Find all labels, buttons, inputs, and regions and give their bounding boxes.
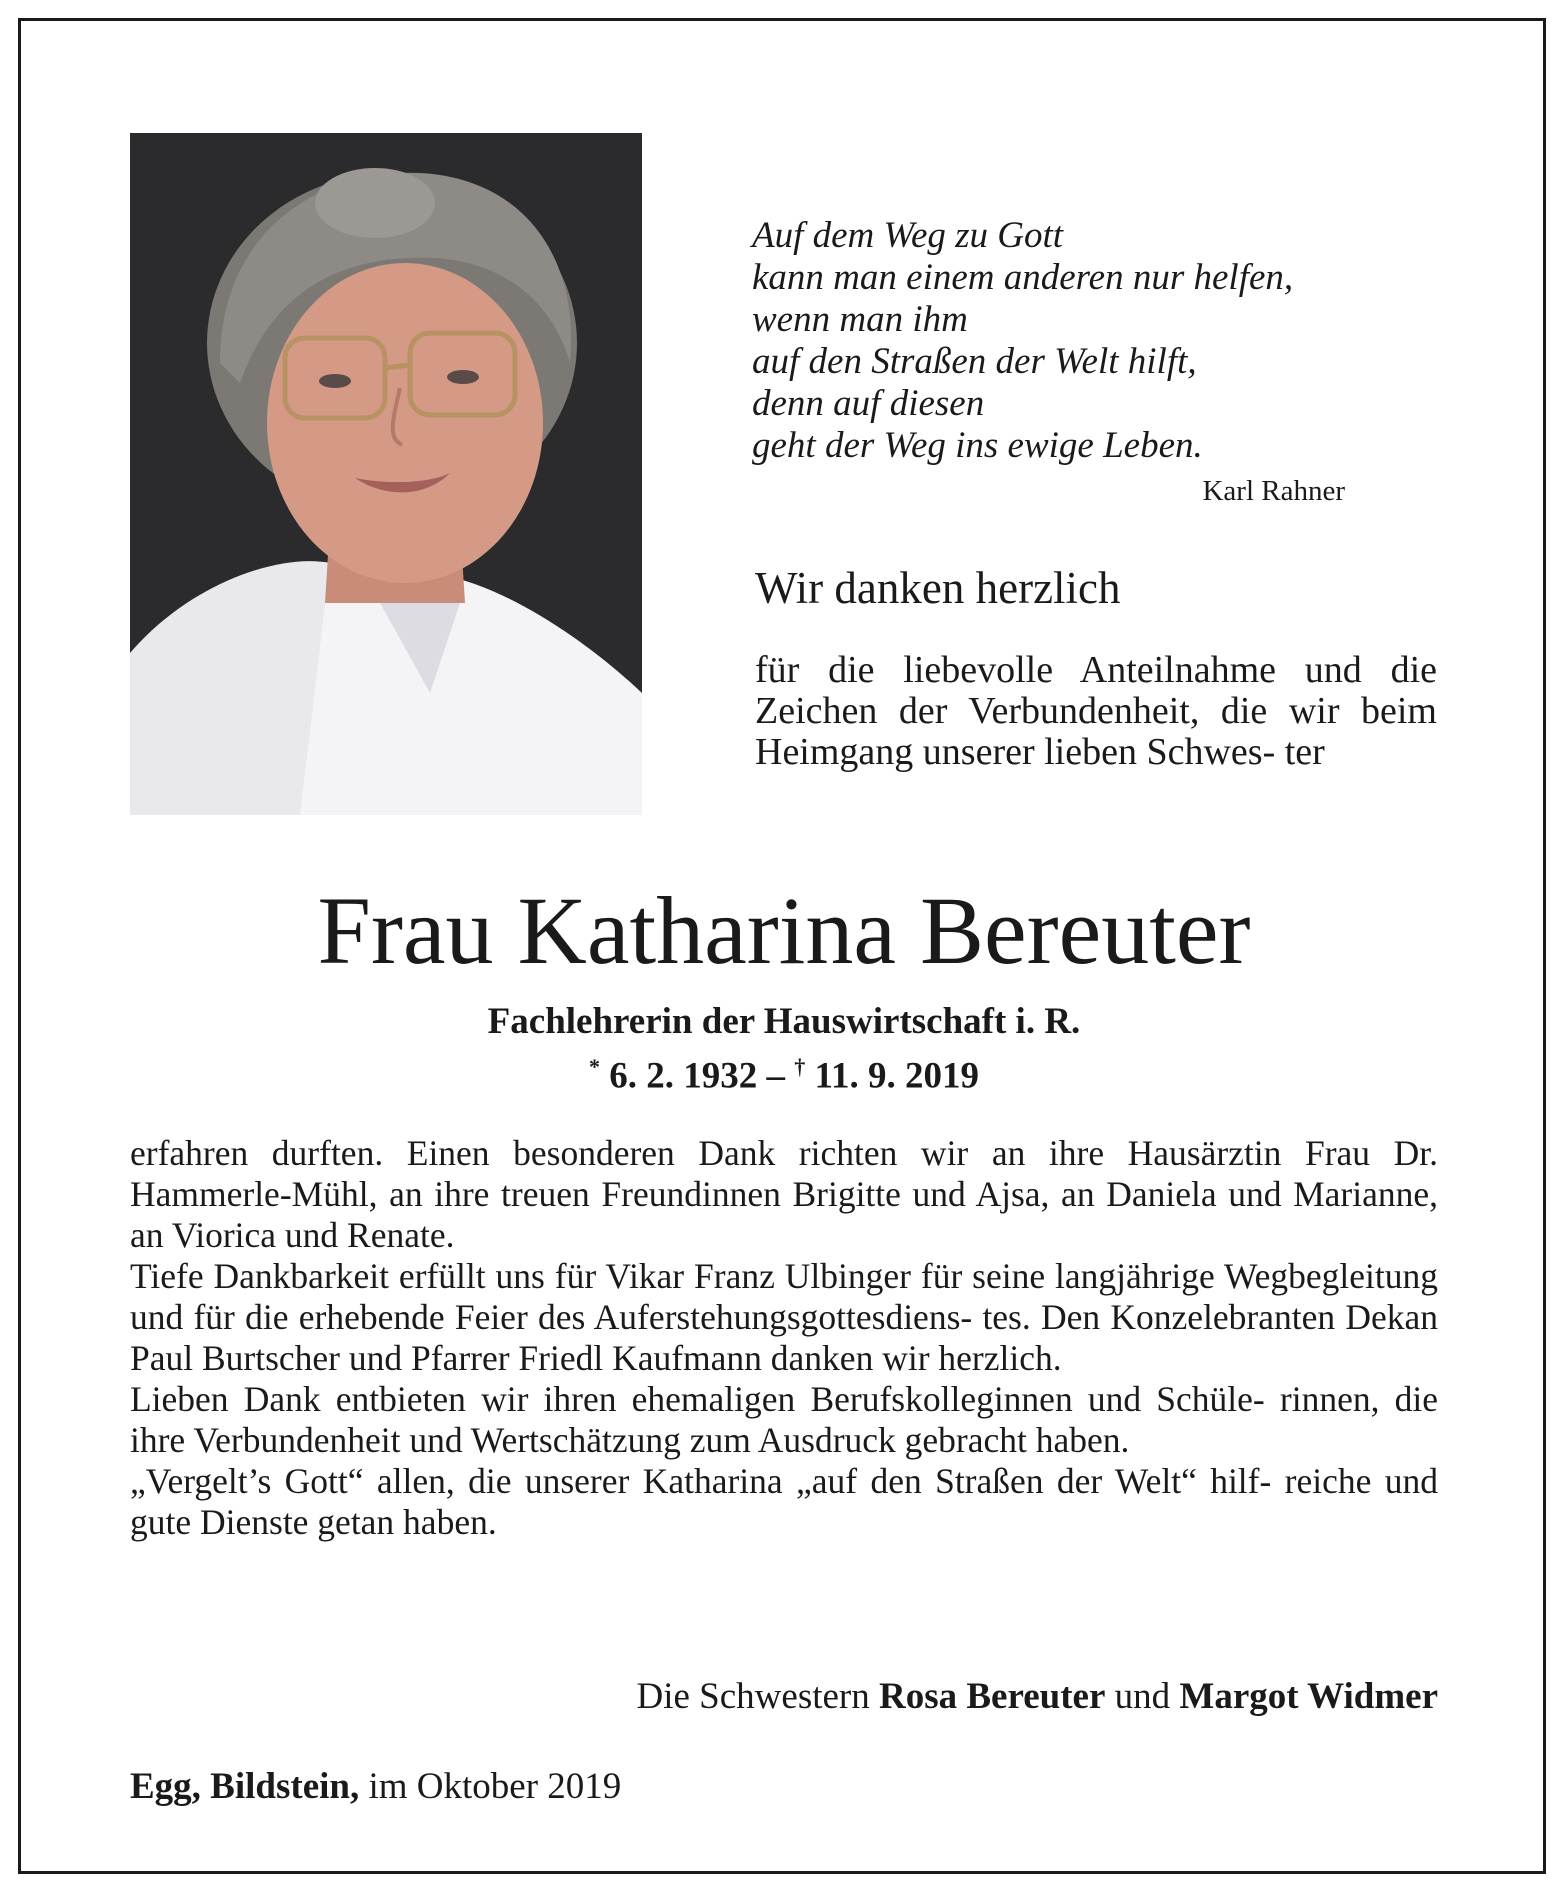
- portrait-photo: [130, 133, 642, 815]
- poem-line: geht der Weg ins ewige Leben.: [752, 425, 1203, 466]
- poem-line: auf den Straßen der Welt hilft,: [752, 341, 1197, 382]
- portrait-illustration: [130, 133, 642, 815]
- birth-date: 6. 2. 1932: [609, 1055, 758, 1097]
- body-paragraph: Tiefe Dankbarkeit erfüllt uns für Vikar Franz Ulbinger für seine langjährige Wegbegleitung und für die erhebende Feier des Auferstehungsgottesdiens- tes. Den Konzelebranten Dekan Paul Burtscher und Pfarrer Friedl Kaufmann danken wir herzlich.: [130, 1256, 1438, 1378]
- deceased-title: Fachlehrerin der Hauswirtschaft i. R.: [487, 1001, 1081, 1042]
- poem-line: kann man einem anderen nur helfen,: [752, 257, 1294, 298]
- thanks-intro: für die liebevolle Anteilnahme und die Zeichen der Verbundenheit, die wir beim Heimgang unserer lieben Schwes- ter: [755, 649, 1437, 773]
- poem-author: Karl Rahner: [1202, 475, 1345, 507]
- place-date: [130, 1765, 1030, 1809]
- thanks-heading: Wir danken herzlich: [755, 563, 1121, 613]
- thanks-body: [130, 1133, 1438, 1543]
- poem-line: wenn man ihm: [752, 299, 968, 340]
- date-separator: –: [757, 1055, 795, 1097]
- body-paragraph: „Vergelt’s Gott“ allen, die unserer Katharina „auf den Straßen der Welt“ hilf- reiche und gute Dienste getan haben.: [130, 1461, 1438, 1542]
- life-dates: [0, 1045, 1568, 1098]
- death-date: 11. 9. 2019: [814, 1055, 979, 1097]
- signature: [130, 1675, 1438, 1719]
- poem: [752, 215, 1352, 467]
- signature-prefix: Die Schwestern: [636, 1676, 870, 1717]
- signature-conjunction: und: [1114, 1676, 1171, 1717]
- birth-symbol: *: [589, 1054, 601, 1079]
- body-paragraph: erfahren durften. Einen besonderen Dank richten wir an ihre Hausärztin Frau Dr. Hammerle-Mühl, an ihre treuen Freundinnen Brigitte und Ajsa, an Daniela und Marianne, an Viorica und Renate.: [130, 1133, 1438, 1255]
- death-symbol: †: [794, 1054, 806, 1079]
- poem-line: denn auf diesen: [752, 383, 985, 424]
- signature-name-2: Margot Widmer: [1179, 1676, 1438, 1717]
- signature-name-1: Rosa Bereuter: [879, 1676, 1106, 1717]
- date: im Oktober 2019: [368, 1766, 622, 1807]
- place: Egg, Bildstein,: [130, 1766, 360, 1807]
- poem-line: Auf dem Weg zu Gott: [752, 215, 1064, 256]
- deceased-name: Frau Katharina Bereuter: [317, 877, 1251, 984]
- body-paragraph: Lieben Dank entbieten wir ihren ehemaligen Berufskolleginnen und Schüle- rinnen, die ihre Verbundenheit und Wertschätzung zum Ausdruck gebracht haben.: [130, 1379, 1438, 1460]
